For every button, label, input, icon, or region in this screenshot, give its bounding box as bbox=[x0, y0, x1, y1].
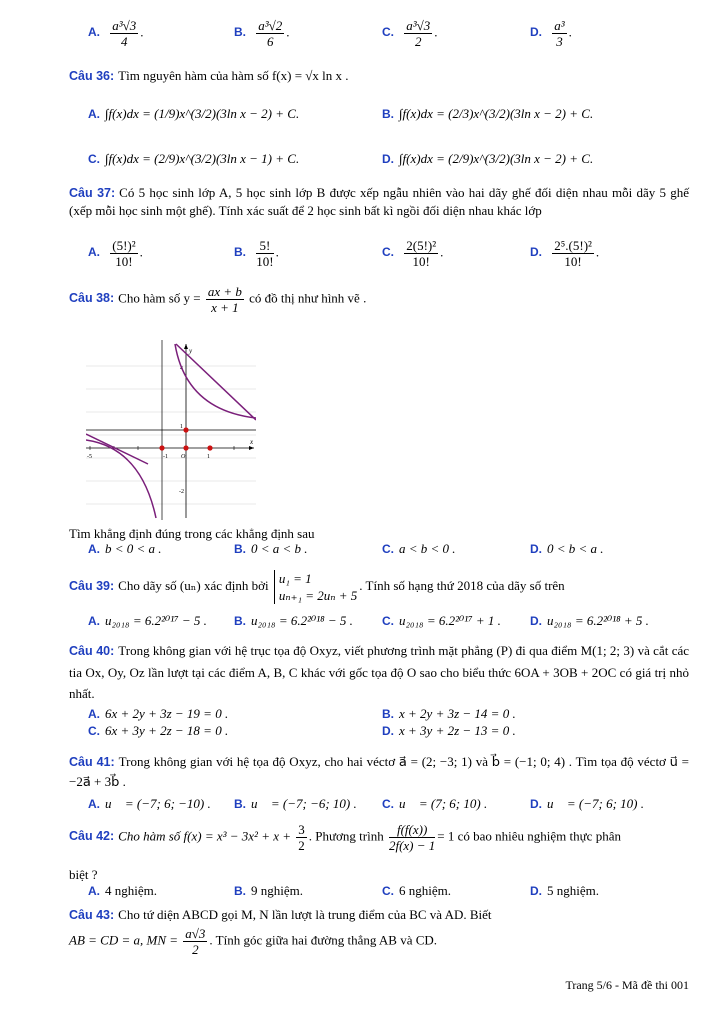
graph-grid bbox=[86, 366, 256, 504]
q42-option-c[interactable]: C. 6 nghiệm. bbox=[382, 883, 451, 898]
q40-option-a[interactable]: A. 6x + 2y + 3z − 19 = 0 . bbox=[88, 706, 229, 721]
q39-option-d[interactable]: D. u₂₀₁₈ = 6.2²⁰¹⁸ + 5 . bbox=[530, 613, 649, 628]
x-axis-label: x bbox=[250, 438, 254, 446]
tick-label-x-minus1: -1 bbox=[163, 454, 168, 460]
q37-option-c[interactable]: C. $\frac{\text{2(5!)²}}{10!}$ . bbox=[382, 238, 444, 269]
q36-option-d[interactable]: D. ∫f(x)dx = (2/9)x^(3/2)(3ln x − 2) + C. bbox=[382, 151, 594, 166]
q41-option-a[interactable]: A. u⃗ = (−7; 6; −10) . bbox=[88, 796, 211, 811]
y-axis-arrow bbox=[184, 344, 188, 349]
q38-option-a[interactable]: A. b < 0 < a . bbox=[88, 541, 162, 556]
q37-option-d[interactable]: D. $\frac{\text{2⁵.(5!)²}}{10!}$ . bbox=[530, 238, 600, 269]
graph-curves bbox=[86, 344, 256, 518]
q38-prompt: Tìm khẳng định đúng trong các khẳng định sau bbox=[69, 526, 315, 541]
q41-option-d[interactable]: D. u⃗ = (−7; 6; 10) . bbox=[530, 796, 644, 811]
y-axis-label: y bbox=[189, 347, 193, 355]
q38-option-b[interactable]: B. 0 < a < b . bbox=[234, 541, 308, 556]
q41-option-b[interactable]: B. u⃗ = (−7; −6; 10) . bbox=[234, 796, 357, 811]
q36-option-b[interactable]: B. ∫f(x)dx = (2/3)x^(3/2)(3ln x − 2) + C. bbox=[382, 106, 594, 121]
q39-recurrence-system: u₁ = 1 uₙ₊₁ = 2uₙ + 5 bbox=[274, 570, 357, 604]
point-x-1 bbox=[207, 445, 212, 450]
q41-option-c[interactable]: C. u⃗ = (7; 6; 10) . bbox=[382, 796, 488, 811]
page-footer: Trang 5/6 - Mã đề thi 001 bbox=[565, 978, 689, 992]
q39-option-c[interactable]: C. u₂₀₁₈ = 6.2²⁰¹⁷ + 1 . bbox=[382, 613, 501, 628]
q35-option-d[interactable]: D. $\frac{\text{a³}}{3}$ . bbox=[530, 18, 572, 49]
tick-label-x-1: 1 bbox=[207, 454, 210, 460]
q37-option-b[interactable]: B. $\frac{5!}{10!}$ . bbox=[234, 238, 279, 269]
tick-label-y-minus2: -2 bbox=[179, 489, 184, 495]
q42-option-d[interactable]: D. 5 nghiệm. bbox=[530, 883, 599, 898]
q35-option-b[interactable]: B. $\frac{\text{a³√2}}{6}$ . bbox=[234, 18, 290, 49]
q40-option-b[interactable]: B. x + 2y + 3z − 14 = 0 . bbox=[382, 706, 516, 721]
q38-option-d[interactable]: D. 0 < b < a . bbox=[530, 541, 604, 556]
straight-line-left bbox=[86, 434, 148, 464]
q39-option-b[interactable]: B. u₂₀₁₈ = 6.2²⁰¹⁸ − 5 . bbox=[234, 613, 353, 628]
tick-label-x-minus5: -5 bbox=[87, 454, 92, 460]
q40-option-d[interactable]: D. x + 3y + 2z − 13 = 0 . bbox=[382, 723, 516, 738]
q40-option-c[interactable]: C. 6x + 3y + 2z − 18 = 0 . bbox=[88, 723, 229, 738]
q39-option-a[interactable]: A. u₂₀₁₈ = 6.2²⁰¹⁷ − 5 . bbox=[88, 613, 207, 628]
q42-option-b[interactable]: B. 9 nghiệm. bbox=[234, 883, 303, 898]
tick-label-y-4: 4 bbox=[180, 366, 183, 372]
x-axis-arrow bbox=[249, 446, 254, 450]
q36-option-c[interactable]: C. ∫f(x)dx = (2/9)x^(3/2)(3ln x − 1) + C. bbox=[88, 151, 300, 166]
q39-stem: Câu 39: Cho dãy số (uₙ) xác định bởi u₁ = 1 uₙ₊₁ = 2uₙ + 5 . Tính số hạng thứ 2018 của dãy số trên bbox=[69, 571, 565, 603]
q35-option-c[interactable]: C. $\frac{\text{a³√3}}{2}$ . bbox=[382, 18, 438, 49]
q36-option-a[interactable]: A. ∫f(x)dx = (1/9)x^(3/2)(3ln x − 2) + C. bbox=[88, 106, 300, 121]
q43-stem-line2: AB = CD = a, MN = $\frac{a√3}{2}$ . Tính góc giữa hai đường thẳng AB và CD. bbox=[69, 926, 438, 957]
q35-option-a[interactable]: A. $\frac{\text{a³√3}}{4}$ . bbox=[88, 18, 144, 49]
point-x-minus1 bbox=[159, 445, 164, 450]
q42-stem: Câu 42: Cho hàm số f(x) = x³ − 3x² + x + $\frac{3}{2}$ . Phương trình $\frac{f(f(x))}{2f(x) - 1}$ = 1 có bao nhiêu nghiệm thực phân bbox=[69, 822, 621, 853]
q41-stem: Câu 41: Trong không gian với hệ tọa độ Oxyz, cho hai véctơ a⃗ = (2; −3; 1) và b⃗ = (−1; 0; 4) . Tìm tọa độ véctơ u⃗ = −2a⃗ + 3b⃗ . bbox=[69, 754, 690, 789]
q36-stem: Câu 36: Tìm nguyên hàm của hàm số f(x) = √x ln x . bbox=[69, 68, 349, 83]
tick-label-origin: O bbox=[181, 454, 186, 460]
q37-option-a[interactable]: A. $\frac{\text{(5!)²}}{10!}$ . bbox=[88, 238, 143, 269]
straight-line-right bbox=[176, 344, 256, 420]
q42-option-a[interactable]: A. 4 nghiệm. bbox=[88, 883, 157, 898]
tick-label-y-1: 1 bbox=[180, 424, 183, 430]
q38-stem: Câu 38: Cho hàm số y = $\frac{ax + b}{x + 1}$ có đồ thị như hình vẽ . bbox=[69, 284, 367, 315]
point-origin bbox=[183, 445, 188, 450]
q38-option-c[interactable]: C. a < b < 0 . bbox=[382, 541, 456, 556]
q37-stem: Câu 37: Có 5 học sinh lớp A, 5 học sinh lớp B được xếp ngẫu nhiên vào hai dãy ghế đối diện nhau mỗi dãy 5 ghế (xếp mỗi học sinh một ghế). Tính xác suất để 2 học sinh bất kì ngồi đối diện nhau khác lớp bbox=[69, 185, 690, 218]
q40-stem: Câu 40: Trong không gian với hệ trục tọa độ Oxyz, viết phương trình mặt phẳng (P) đi qua điểm M(1; 2; 3) và cắt các tia Ox, Oy, Oz lần lượt tại các điểm A, B, C khác với gốc tọa độ O sao cho biểu thức 6OA + 3OB + 2OC có giá trị nhỏ nhất. bbox=[69, 643, 690, 701]
hyperbola-graph bbox=[86, 340, 258, 520]
q42-stem-line2: biệt ? bbox=[69, 867, 98, 882]
point-y-1 bbox=[183, 427, 188, 432]
q43-stem: Câu 43: Cho tứ diện ABCD gọi M, N lần lượt là trung điểm của BC và AD. Biết bbox=[69, 907, 492, 922]
